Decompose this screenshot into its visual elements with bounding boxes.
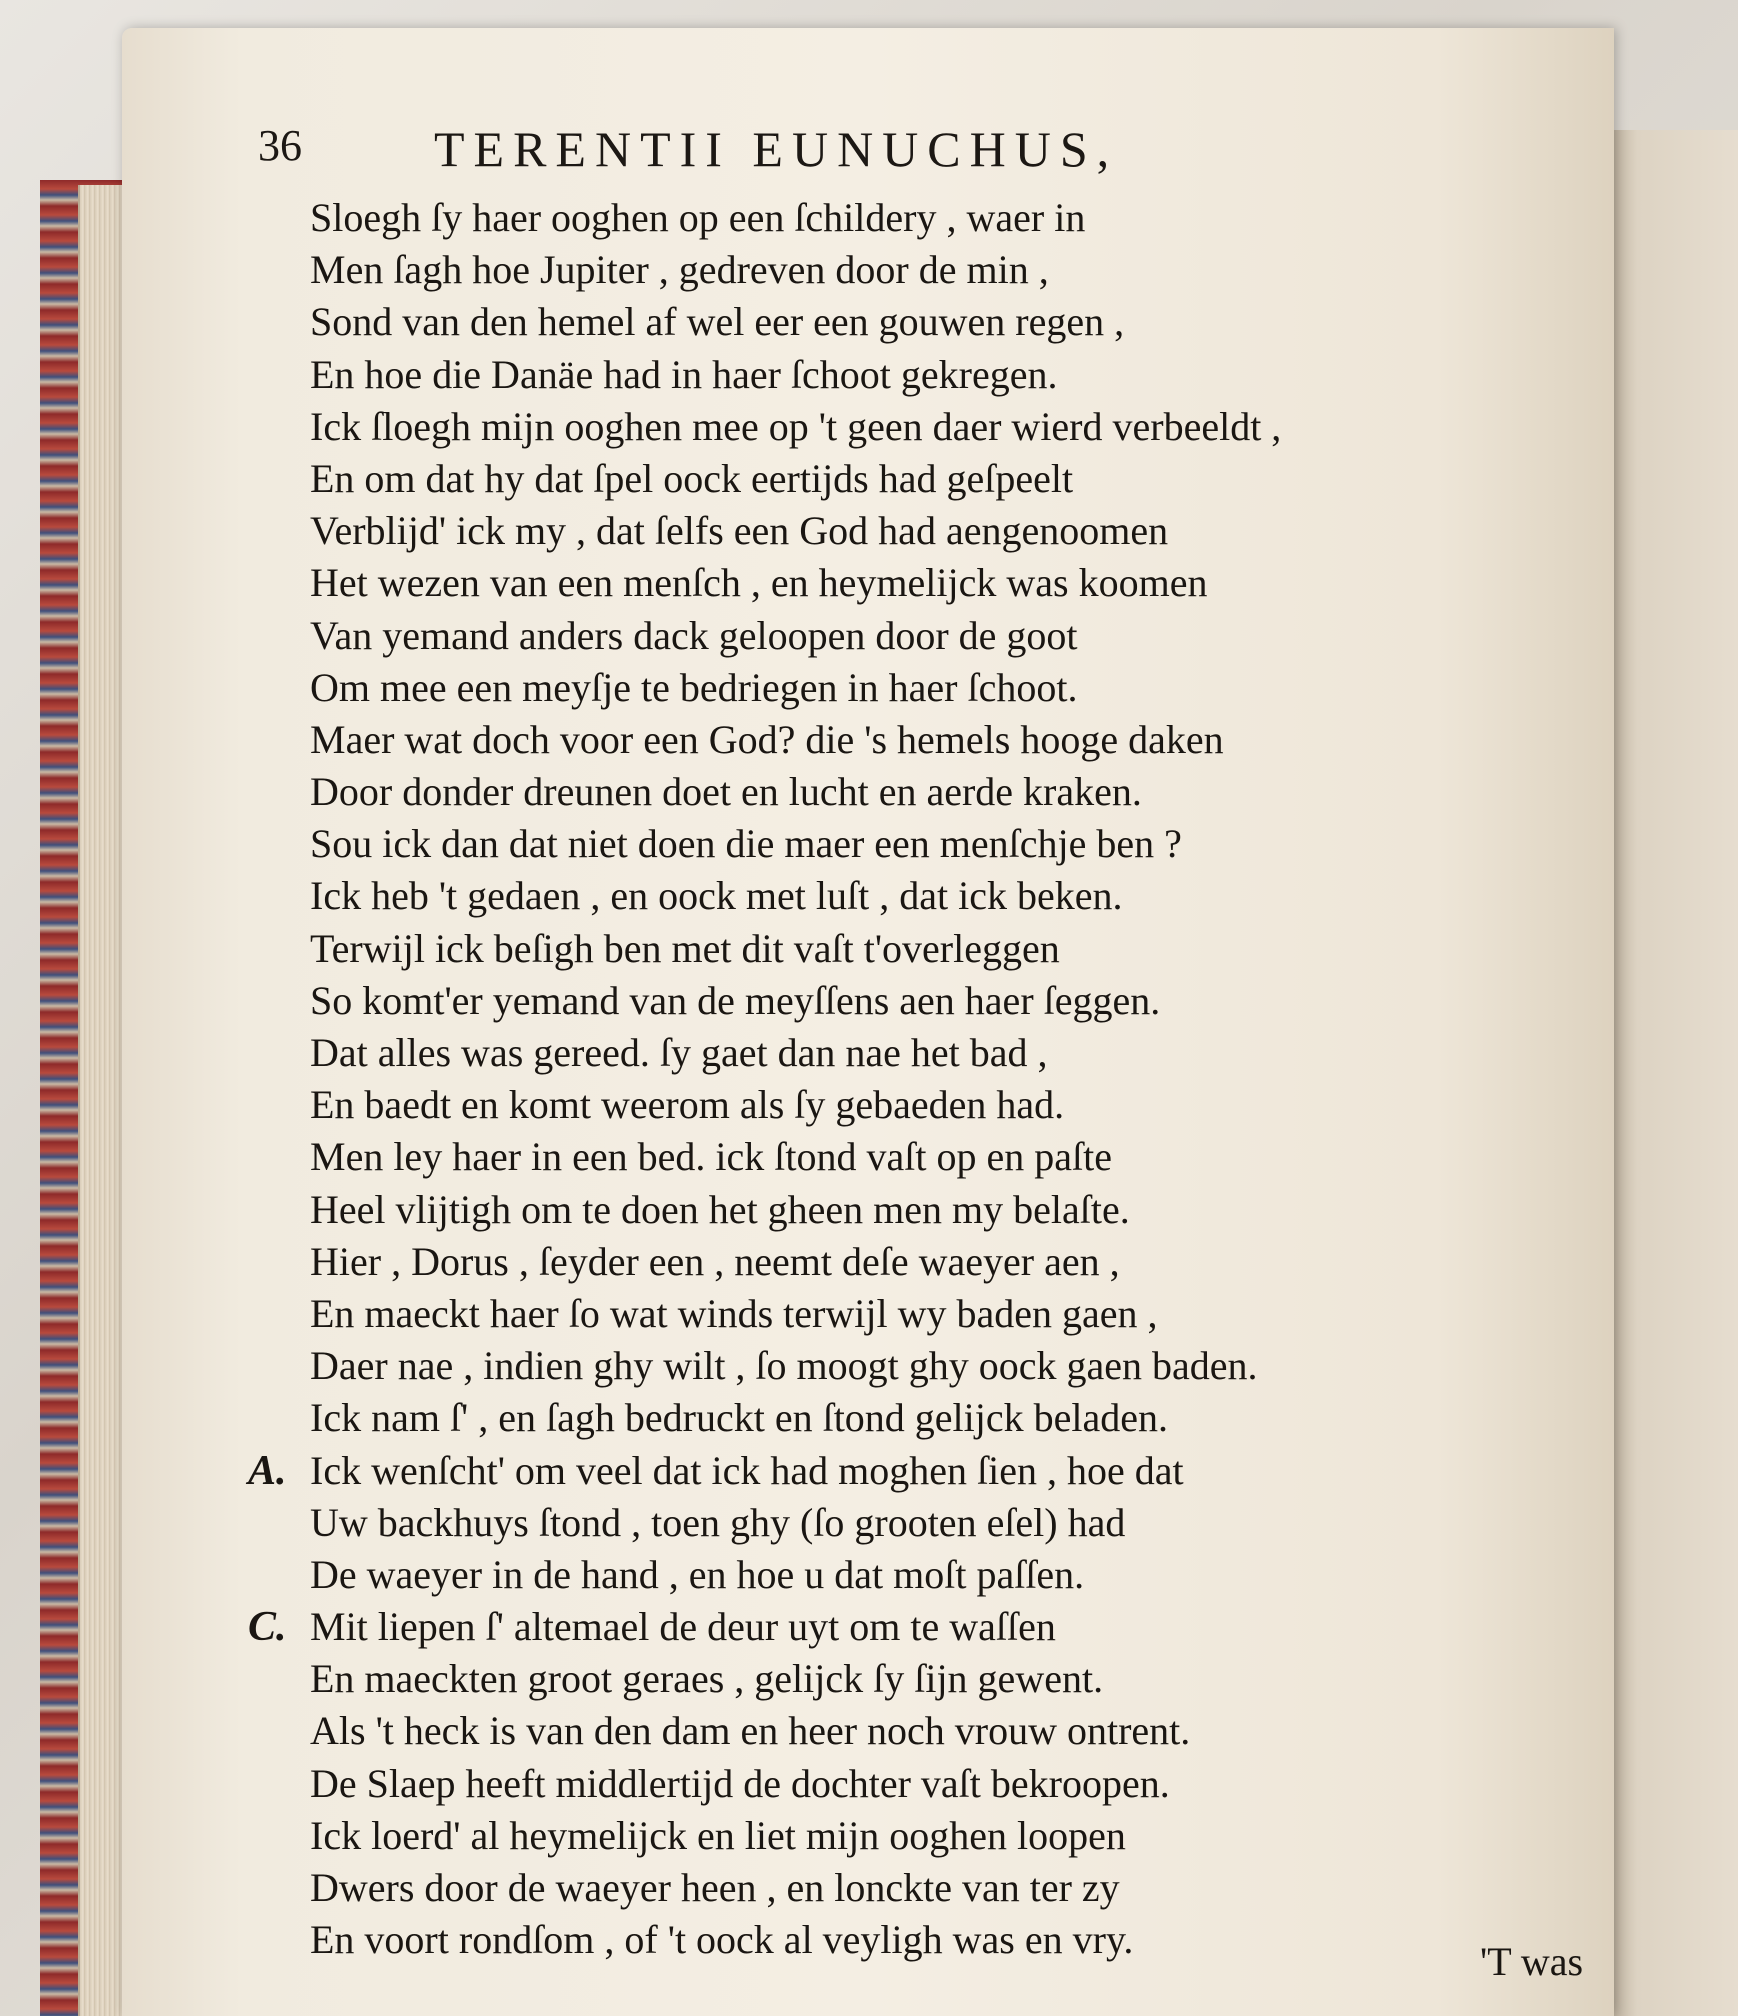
- verse-line: [310, 1810, 1510, 1862]
- verse-text: Om mee een meyſje te bedriegen in haer ſchoot.: [310, 664, 1078, 710]
- speaker-marker: A.: [248, 1447, 287, 1494]
- page-header: [258, 120, 1378, 180]
- verse-line: [248, 1445, 1510, 1497]
- verse-text: Ick loerd' al heymelijck en liet mijn ooghen loopen: [310, 1812, 1126, 1858]
- verse-text: En om dat hy dat ſpel oock eertijds had geſpeelt: [310, 455, 1074, 501]
- verse-line: [310, 1862, 1510, 1914]
- verse-line: [310, 1914, 1510, 1966]
- verse-text: Ick nam ſ' , en ſagh bedruckt en ſtond gelijck beladen.: [310, 1395, 1169, 1441]
- verse-line: [310, 610, 1510, 662]
- verse-text: Heel vlijtigh om te doen het gheen men my belaſte.: [310, 1186, 1130, 1232]
- verse-line: [310, 870, 1510, 922]
- verse-line: [310, 714, 1510, 766]
- verse-line: [310, 975, 1510, 1027]
- verse-text: Men ley haer in een bed. ick ſtond vaſt op en paſte: [310, 1134, 1112, 1180]
- facing-page-edge: [1612, 130, 1738, 2016]
- verse-text: Van yemand anders dack geloopen door de goot: [310, 612, 1078, 658]
- verse-text: De waeyer in de hand , en hoe u dat moſt paſſen.: [310, 1551, 1085, 1597]
- verse-text: Ick wenſcht' om veel dat ick had moghen ſien , hoe dat: [310, 1447, 1184, 1493]
- verse-line: [310, 296, 1510, 348]
- catchword: 'T was: [1480, 1939, 1584, 1984]
- verse-text: Uw backhuys ſtond , toen ghy (ſo grooten eſel) had: [310, 1499, 1126, 1545]
- verse-line: [310, 192, 1510, 244]
- verse-line: [310, 349, 1510, 401]
- verse-text: En voort rondſom , of 't oock al veyligh was en vry.: [310, 1917, 1134, 1963]
- verse-text: Mit liepen ſ' altemael de deur uyt om te waſſen: [310, 1604, 1056, 1650]
- verse-text: Als 't heck is van den dam en heer noch vrouw ontrent.: [310, 1708, 1191, 1754]
- verse-line: [310, 1288, 1510, 1340]
- verse-line: [310, 1705, 1510, 1757]
- verse-line: [310, 1131, 1510, 1183]
- verse-text: Sond van den hemel af wel eer een gouwen regen ,: [310, 299, 1125, 345]
- verse-text: En baedt en komt weerom als ſy gebaeden had.: [310, 1082, 1065, 1128]
- verse-line: [310, 1184, 1510, 1236]
- verse-text: En maeckt haer ſo wat winds terwijl wy baden gaen ,: [310, 1290, 1158, 1336]
- verse-line: [310, 923, 1510, 975]
- verse-line: [310, 1549, 1510, 1601]
- verse-line: [310, 818, 1510, 870]
- verse-line: [310, 766, 1510, 818]
- verse-text: Door donder dreunen doet en lucht en aerde kraken.: [310, 769, 1142, 815]
- verse-line: [310, 401, 1510, 453]
- page-number: 36: [258, 121, 302, 170]
- verse-line: [310, 1079, 1510, 1131]
- verse-line: [310, 453, 1510, 505]
- verse-text: Het wezen van een menſch , en heymelijck was koomen: [310, 560, 1208, 606]
- verse-line: [310, 1758, 1510, 1810]
- verse-line: [310, 1497, 1510, 1549]
- verse-text: Sloegh ſy haer ooghen op een ſchildery , waer in: [310, 195, 1086, 240]
- verse-text: En maeckten groot geraes , gelijck ſy ſijn gewent.: [310, 1656, 1104, 1702]
- verse-line: [248, 1601, 1510, 1653]
- verse-line: [310, 1236, 1510, 1288]
- speaker-marker: C.: [248, 1604, 287, 1651]
- verse-line: [310, 244, 1510, 296]
- verse-text: De Slaep heeft middlertijd de dochter vaſt bekroopen.: [310, 1760, 1170, 1806]
- verse-text: Men ſagh hoe Jupiter , gedreven door de min ,: [310, 247, 1049, 293]
- verse-text: Dwers door de waeyer heen , en lonckte van ter zy: [310, 1865, 1120, 1910]
- verse-text: Sou ick dan dat niet doen die maer een menſchje ben ?: [310, 821, 1182, 867]
- verse-text: Ick ſloegh mijn ooghen mee op 't geen daer wierd verbeeldt ,: [310, 403, 1282, 449]
- verse-text: Verblijd' ick my , dat ſelfs een God had aengenoomen: [310, 508, 1169, 554]
- verse-text: Dat alles was gereed. ſy gaet dan nae het bad ,: [310, 1030, 1048, 1075]
- verse-text: Ick heb 't gedaen , en oock met luſt , dat ick beken.: [310, 873, 1123, 919]
- verse-line: [310, 505, 1510, 557]
- verse-text: Maer wat doch voor een God? die 's hemels hooge daken: [310, 716, 1224, 762]
- verse-text: Daer nae , indien ghy wilt , ſo moogt ghy oock gaen baden.: [310, 1343, 1258, 1389]
- verse-line: [310, 557, 1510, 609]
- verse-text: Terwijl ick beſigh ben met dit vaſt t'overleggen: [310, 925, 1060, 971]
- verse-line: [310, 662, 1510, 714]
- verse-line: [310, 1340, 1510, 1392]
- verse-line: [310, 1653, 1510, 1705]
- running-title: TERENTII EUNUCHUS,: [434, 121, 1119, 177]
- verse-line: [310, 1027, 1510, 1079]
- verse-text: En hoe die Danäe had in haer ſchoot gekregen.: [310, 351, 1058, 397]
- verse-line: [310, 1392, 1510, 1444]
- verse-block: [248, 192, 1510, 1966]
- verse-text: Hier , Dorus , ſeyder een , neemt deſe waeyer aen ,: [310, 1238, 1120, 1284]
- verse-text: So komt'er yemand van de meyſſens aen haer ſeggen.: [310, 977, 1161, 1023]
